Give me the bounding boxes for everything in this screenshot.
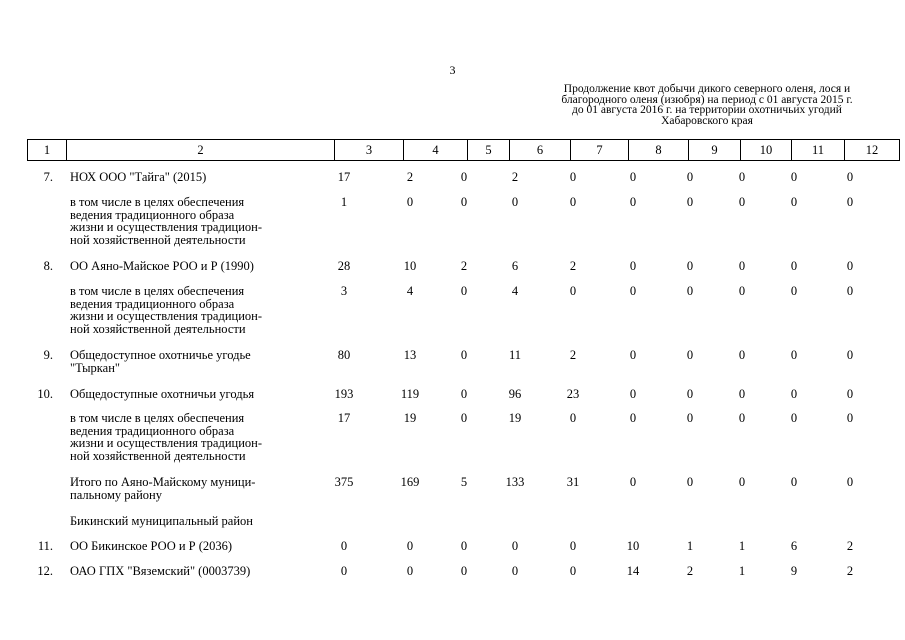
row-number: 7. (43, 170, 53, 184)
header-cell: 11 (792, 140, 845, 161)
quota-value: 0 (738, 411, 746, 425)
caption-line: Продолжение квот добычи дикого северного оленя, лося и (563, 83, 851, 95)
quota-value: 0 (629, 411, 637, 425)
quota-value: 0 (629, 195, 637, 209)
quota-value: 0 (738, 195, 746, 209)
quota-value: 2 (846, 564, 854, 578)
quota-value: 0 (569, 564, 577, 578)
quota-value: 0 (738, 284, 746, 298)
quota-value: 2 (511, 170, 519, 184)
header-cell: 3 (335, 140, 404, 161)
header-cell: 8 (629, 140, 689, 161)
quota-value: 0 (846, 475, 854, 489)
quota-value: 10 (626, 539, 640, 553)
quota-value: 0 (686, 195, 694, 209)
quota-value: 0 (460, 387, 468, 401)
row-name: Общедоступное охотничье угодье "Тыркан" (70, 348, 251, 375)
quota-value: 0 (460, 564, 468, 578)
quota-value: 0 (569, 539, 577, 553)
quota-value: 0 (340, 539, 348, 553)
row-number: 9. (43, 348, 53, 362)
quota-value: 0 (738, 170, 746, 184)
row-name: НОХ ООО "Тайга" (2015) (70, 170, 207, 184)
quota-value: 80 (337, 348, 351, 362)
row-name: ОО Бикинское РОО и Р (2036) (70, 539, 233, 553)
quota-value: 1 (738, 539, 746, 553)
quota-value: 23 (566, 387, 580, 401)
quota-value: 0 (846, 284, 854, 298)
quota-value: 17 (337, 170, 351, 184)
quota-value: 0 (790, 475, 798, 489)
quota-value: 0 (460, 348, 468, 362)
quota-value: 0 (629, 348, 637, 362)
caption-line: благородного оленя (изюбря) на период с 01 августа 2015 г. (561, 93, 853, 106)
quota-value: 375 (334, 475, 354, 489)
continuation-caption (540, 84, 874, 126)
quota-value: 0 (460, 284, 468, 298)
quota-value: 0 (569, 170, 577, 184)
quota-value: 0 (406, 564, 414, 578)
quota-value: 4 (511, 284, 519, 298)
quota-value: 0 (460, 170, 468, 184)
quota-value: 17 (337, 411, 351, 425)
quota-value: 28 (337, 259, 351, 273)
quota-value: 0 (511, 564, 519, 578)
header-cell: 10 (741, 140, 792, 161)
row-name: в том числе в целях обеспечения ведения традиционного образа жизни и осуществления традицион- ной хозяйственной деятельности (70, 284, 262, 336)
quota-value: 0 (511, 195, 519, 209)
row-name: ОО Аяно-Майское РОО и Р (1990) (70, 259, 254, 273)
quota-value: 1 (340, 195, 348, 209)
quota-value: 10 (403, 259, 417, 273)
quota-value: 0 (790, 170, 798, 184)
quota-value: 0 (738, 259, 746, 273)
quota-value: 31 (566, 475, 580, 489)
quota-value: 1 (686, 539, 694, 553)
header-cell: 4 (404, 140, 468, 161)
quota-value: 0 (846, 170, 854, 184)
column-number-header (27, 139, 900, 161)
quota-value: 0 (460, 539, 468, 553)
quota-value: 0 (686, 259, 694, 273)
quota-value: 2 (846, 539, 854, 553)
quota-value: 11 (508, 348, 522, 362)
quota-value: 0 (406, 195, 414, 209)
page-number: 3 (449, 63, 456, 77)
quota-value: 0 (460, 411, 468, 425)
row-number: 11. (37, 539, 53, 553)
quota-value: 2 (406, 170, 414, 184)
quota-value: 0 (686, 475, 694, 489)
header-cell: 5 (468, 140, 510, 161)
quota-value: 0 (686, 284, 694, 298)
quota-value: 0 (790, 259, 798, 273)
row-name: Общедоступные охотничьи угодья (70, 387, 255, 401)
quota-value: 0 (460, 195, 468, 209)
quota-value: 19 (508, 411, 522, 425)
quota-value: 0 (790, 411, 798, 425)
quota-value: 0 (629, 259, 637, 273)
header-cell: 12 (845, 140, 900, 161)
quota-value: 0 (790, 387, 798, 401)
quota-value: 0 (846, 411, 854, 425)
quota-value: 0 (629, 475, 637, 489)
caption-line: до 01 августа 2016 г. на территории охотничьих угодий (572, 104, 842, 116)
quota-value: 0 (629, 387, 637, 401)
quota-value: 193 (334, 387, 354, 401)
quota-value: 0 (846, 195, 854, 209)
quota-value: 2 (686, 564, 694, 578)
quota-value: 5 (460, 475, 468, 489)
header-cell: 7 (571, 140, 629, 161)
caption-line: Хабаровского края (661, 114, 753, 127)
quota-value: 0 (569, 284, 577, 298)
quota-value: 6 (790, 539, 798, 553)
quota-value: 6 (511, 259, 519, 273)
district-heading: Бикинский муниципальный район (70, 514, 253, 528)
quota-value: 0 (738, 387, 746, 401)
quota-value: 4 (406, 284, 414, 298)
quota-value: 0 (340, 564, 348, 578)
header-cell: 1 (28, 140, 67, 161)
quota-value: 19 (403, 411, 417, 425)
quota-value: 14 (626, 564, 640, 578)
row-number: 8. (43, 259, 53, 273)
quota-value: 9 (790, 564, 798, 578)
header-cell: 6 (510, 140, 571, 161)
quota-value: 2 (569, 259, 577, 273)
quota-value: 0 (738, 475, 746, 489)
quota-value: 0 (569, 411, 577, 425)
header-cell: 9 (689, 140, 741, 161)
quota-value: 96 (508, 387, 522, 401)
quota-value: 133 (505, 475, 525, 489)
quota-value: 0 (569, 195, 577, 209)
quota-value: 0 (846, 387, 854, 401)
quota-value: 0 (790, 195, 798, 209)
quota-value: 0 (846, 259, 854, 273)
quota-value: 2 (460, 259, 468, 273)
row-name: Итого по Аяно-Майскому муници- пальному району (70, 475, 256, 502)
quota-value: 169 (400, 475, 420, 489)
quota-value: 0 (846, 348, 854, 362)
quota-value: 0 (686, 387, 694, 401)
quota-value: 13 (403, 348, 417, 362)
quota-value: 0 (790, 284, 798, 298)
header-cell: 2 (67, 140, 335, 161)
quota-value: 0 (629, 284, 637, 298)
quota-value: 0 (790, 348, 798, 362)
row-name: в том числе в целях обеспечения ведения традиционного образа жизни и осуществления традицион- ной хозяйственной деятельности (70, 411, 262, 463)
quota-value: 0 (511, 539, 519, 553)
quota-value: 0 (686, 348, 694, 362)
row-number: 12. (37, 564, 53, 578)
quota-value: 0 (406, 539, 414, 553)
quota-value: 3 (340, 284, 348, 298)
quota-value: 119 (400, 387, 420, 401)
quota-value: 0 (686, 170, 694, 184)
quota-value: 2 (569, 348, 577, 362)
quota-value: 0 (686, 411, 694, 425)
row-name: в том числе в целях обеспечения ведения традиционного образа жизни и осуществления традицион- ной хозяйственной деятельности (70, 195, 262, 247)
quota-value: 1 (738, 564, 746, 578)
row-number: 10. (37, 387, 53, 401)
row-name: ОАО ГПХ "Вяземский" (0003739) (70, 564, 251, 578)
quota-value: 0 (629, 170, 637, 184)
quota-value: 0 (738, 348, 746, 362)
